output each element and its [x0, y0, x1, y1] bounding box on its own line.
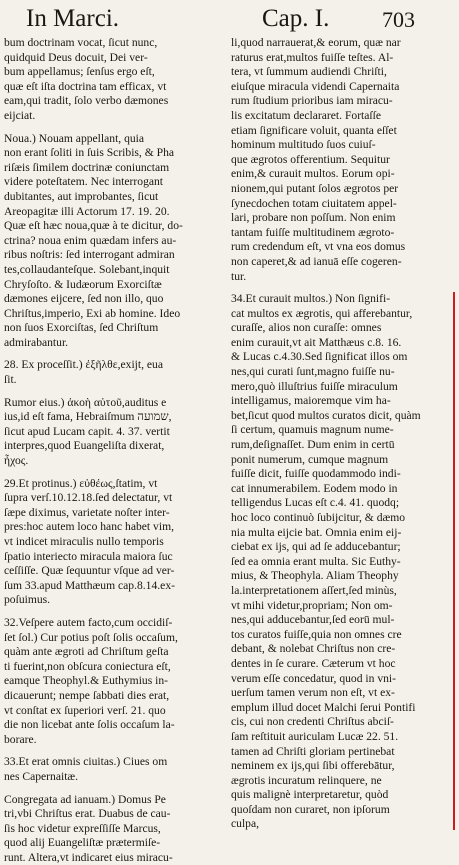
text-line: videre poteſtatem. Nec interrogant [4, 175, 164, 189]
text-line: ti fuerint,non obſcura coniectura eſt, [4, 659, 171, 673]
paragraph-gap [4, 350, 224, 358]
text-line: Chriſtus,imperio, Exi ab homine. Ideo [4, 306, 181, 320]
text-line: Rumor eius.) ἀκοὴ αὐτοῦ,auditus e [4, 395, 167, 409]
text-line: hoc loco continuò ſubijcitur, & dæmo [231, 511, 406, 524]
text-line: ſicut apud Lucam capit. 4. 37. vertit [4, 424, 170, 438]
text-line: Chryſoſto. & Iudæorum Exorciſtæ [4, 277, 162, 291]
text-line: quæ eſt iſta doctrina tam efficax, vt [4, 79, 167, 93]
text-line: ceſſiſſe. Quæ ſequuntur vſque ad ver- [4, 564, 175, 578]
text-line: non erant ſoliti in ſuis Scribis, & Pha [4, 146, 175, 160]
text-line: vt indicet miraculis nullo temporis [4, 535, 164, 548]
text-line: Noua.) Nouam appellant, quia [4, 131, 145, 145]
text-line: bet,ſicut quod multos curatos dicit, quàm [231, 408, 421, 422]
text-line: quis malignè interpretaretur, quòd [231, 788, 389, 802]
text-line: bum appellamus; ſenſus ergo eſt, [4, 65, 155, 79]
page-number: 703 [382, 7, 415, 32]
paragraph-gap [4, 608, 224, 616]
text-line: vt mihi videtur,propriam; Non om- [231, 598, 393, 612]
header-chapter: Cap. I. [262, 5, 330, 32]
text-line: tes,collaudanteſque. Solebant,inquit [4, 262, 170, 276]
paragraph-gap [4, 747, 224, 755]
text-line: quod alij Euangeliſtæ prætermiſe- [4, 836, 161, 850]
text-line: rum,deſignaſſet. Dum enim in certū [231, 438, 395, 452]
text-line: hominum multitudo ſuos cuiuſ- [231, 138, 376, 152]
text-line: riſæis ſimilem doctrinæ coniunctam [4, 160, 170, 174]
text-line: poſuimus. [4, 593, 51, 607]
text-line: la.interpretationem aſſert,ſed minùs, [231, 583, 397, 597]
text-line: borare. [4, 732, 37, 746]
text-line: ſynecdochen totam ciuitatem appel- [231, 196, 397, 210]
text-line: dicauerunt; nempe ſabbati dies erat, [4, 688, 170, 702]
text-line: bum doctrinam vocat, ſicut nunc, [4, 36, 158, 49]
text-line: ſis hoc videtur expreſſiſſe Marcus, [4, 821, 161, 835]
text-line: cat innumerabilem. Eodem modo in [231, 481, 398, 495]
text-line: tos curatos fuiſſe,quia non omnes cre [231, 627, 402, 641]
text-line: fuiſſe dicit, fuiſſe quodammodo indi- [231, 467, 401, 481]
text-line: dentes in ſe curare. Cæterum vt hoc [231, 656, 396, 670]
text-line: raturus erat,multos fuiſſe teſtes. Al- [231, 50, 394, 64]
text-line: telligendus Lucas eſt c.4. 41. quodq; [231, 496, 400, 510]
text-line: ſpatio interiecto miracula maiora ſuc [4, 549, 173, 563]
text-line: enim curauit,vt ait Matthæus c.8. 16. [231, 335, 402, 349]
text-line: eamque Theophyl.& Euthymius in- [4, 674, 169, 688]
text-line: eiuſque miracula videndi Capernaita [231, 79, 400, 93]
text-line: ſupra verſ.10.12.18.ſed delectatur, vt [4, 491, 173, 505]
text-line: cis, cui non credenti Chriſtus abciſ- [231, 715, 394, 729]
paragraph-gap [4, 124, 224, 132]
text-line: ponit numerum, cumque magnum [231, 452, 389, 466]
text-line: ἦχος. [4, 454, 29, 468]
text-line: die non licebat ante ſolis occaſum la- [4, 718, 175, 732]
text-line: rum ſtudium prioribus iam miracu- [231, 94, 393, 108]
text-line: ſi certum, quamuis magnum nume- [231, 423, 394, 437]
text-line: Areopagitæ illi Actorum 17. 19. 20. [4, 204, 170, 218]
text-line: non caperet,& ad ianuā eſſe cogeren- [231, 254, 402, 268]
text-line: verum eſſe concedatur, quod in vni- [231, 671, 397, 685]
text-line: quoſdam non curaret, non ipſorum [231, 802, 390, 816]
text-line: tera, vt ſummum audiendi Chriſti, [231, 65, 387, 79]
paragraph-gap [4, 388, 224, 396]
text-line: que ægrotos offerentium. Sequitur [231, 152, 390, 166]
text-line: interpres,quod Euangeliſta dixerat, [4, 439, 165, 453]
text-line: Quæ eſt hæc noua,quæ à te dicitur, do- [4, 219, 183, 233]
text-line: tur. [231, 269, 247, 283]
text-line: lis excitatum declararet. Fortaſſe [231, 108, 382, 122]
text-line: ſed ea omnia erant multa. Sic Euthy- [231, 554, 401, 568]
text-line: Congregata ad ianuam.) Domus Pe [4, 792, 166, 806]
text-line: tamen ad Chriſti gloriam pertinebat [231, 744, 395, 758]
text-line: vt conſtat ex ſuperiori verſ. 21. quo [4, 703, 166, 717]
text-line: intelligamus, maioremque vim ha- [231, 394, 391, 408]
text-line: ſum 33.apud Matthæum cap.8.14.ex- [4, 578, 175, 592]
text-line: 33.Et erat omnis ciuitas.) Ciues om [4, 755, 168, 769]
text-line: nes,qui curati ſunt,magno fuiſſe nu- [231, 365, 395, 379]
text-line: nia multa eijcie bat. Omnia enim eij- [231, 525, 402, 539]
text-line: mero,quò illuſtrius fuiſſe miraculum [231, 379, 398, 393]
text-line: enim,& curauit multos. Eorum opi- [231, 167, 395, 181]
paragraph-gap [4, 469, 224, 477]
text-line: & Lucas c.4.30.Sed ſignificat illos om [231, 350, 408, 364]
text-line: rum credendum eſt, vt vna eos domus [231, 240, 406, 254]
left-text-column [4, 36, 224, 865]
text-line: ius,id eſt fama, Hebraiſmum שמועה, [4, 410, 172, 424]
running-header [0, 4, 459, 38]
text-line: ſet ſol.) Cur potius poſt ſolis occaſum, [4, 630, 178, 644]
text-line: nionem,qui putant ſolos ægrotos per [231, 181, 399, 195]
paragraph-gap [231, 284, 455, 292]
margin-highlight-line [453, 292, 455, 830]
text-line: 28. Ex proceſſit.) ἐξῆλθε,exijt, eua [4, 358, 163, 372]
text-line: etiam ſignificare voluit, quanta eſſet [231, 123, 397, 137]
text-line: nes Capernaitæ. [4, 769, 79, 783]
text-line: tri,vbi Chriſtus erat. Duabus de cau- [4, 807, 171, 821]
text-line: cat multos ex ægrotis, qui afferebantur, [231, 306, 413, 320]
text-line: non ſuos Exorciſtas, ſed Chriſtum [4, 321, 159, 335]
text-line: 29.Et protinus.) εὐθέως,ſtatim, vt [4, 476, 158, 490]
text-line: quàm ante ægroti ad Chriſtum geſta [4, 645, 169, 659]
text-line: culpa, [231, 817, 260, 831]
text-line: emplum illud docet Malchi ſerui Pontifi [231, 700, 416, 714]
text-line: eijciat. [4, 108, 36, 122]
text-line: quidquid Deus docuit, Dei ver- [4, 50, 148, 64]
text-line: ſæpe diximus, varietate noſter inter- [4, 505, 170, 519]
text-line: nes,qui adducebantur,ſed eorū mul- [231, 613, 395, 627]
text-line: eam,qui tradit, ſolo verbo dæmones [4, 94, 169, 108]
text-line: curaſſe, alios non curaſſe: omnes [231, 321, 382, 335]
text-line: 32.Veſpere autem facto,cum occidiſ- [4, 615, 173, 629]
text-line: 34.Et curauit multos.) Non ſignifi- [231, 292, 391, 306]
text-line: mius, & Theophyla. Aliam Theophy [231, 569, 399, 583]
text-line: ciebat ex ijs, qui ad ſe adducebantur; [231, 540, 401, 554]
right-text-column [231, 36, 455, 832]
text-line: runt. Altera,vt indicaret eius miracu- [4, 850, 173, 864]
text-line: ſit. [4, 373, 17, 387]
header-book-title: In Marci. [26, 5, 120, 32]
text-line: uerſum tamen verum non eſt, vt ex- [231, 686, 395, 700]
text-line: neminem ex ijs,qui ſibi offerebātur, [231, 759, 395, 773]
text-line: tantam fuiſſe multitudinem ægroto- [231, 225, 395, 239]
text-line: dæmones eijcere, ſed non illo, quo [4, 292, 164, 306]
text-line: li,quod narrauerat,& eorum, quæ nar [231, 36, 401, 49]
text-line: ribus noſtris: ſed interrogant admiran [4, 248, 175, 262]
text-line: dubitantes, aut improbantes, ſicut [4, 189, 159, 203]
text-line: pres:hoc autem loco hanc habet vim, [4, 520, 174, 534]
text-line: ctrina? noua enim quædam infers au- [4, 233, 177, 247]
text-line: ſam reſtituit auriculam Lucæ 22. 51. [231, 729, 399, 743]
text-line: lari, probare non poſſum. Non enim [231, 211, 396, 225]
paragraph-gap [4, 785, 224, 793]
text-line: debant, & nolebat Chriſtus non cre- [231, 642, 396, 656]
text-line: ægrotis incuratum relinquere, ne [231, 773, 382, 787]
text-line: admirabantur. [4, 335, 69, 349]
